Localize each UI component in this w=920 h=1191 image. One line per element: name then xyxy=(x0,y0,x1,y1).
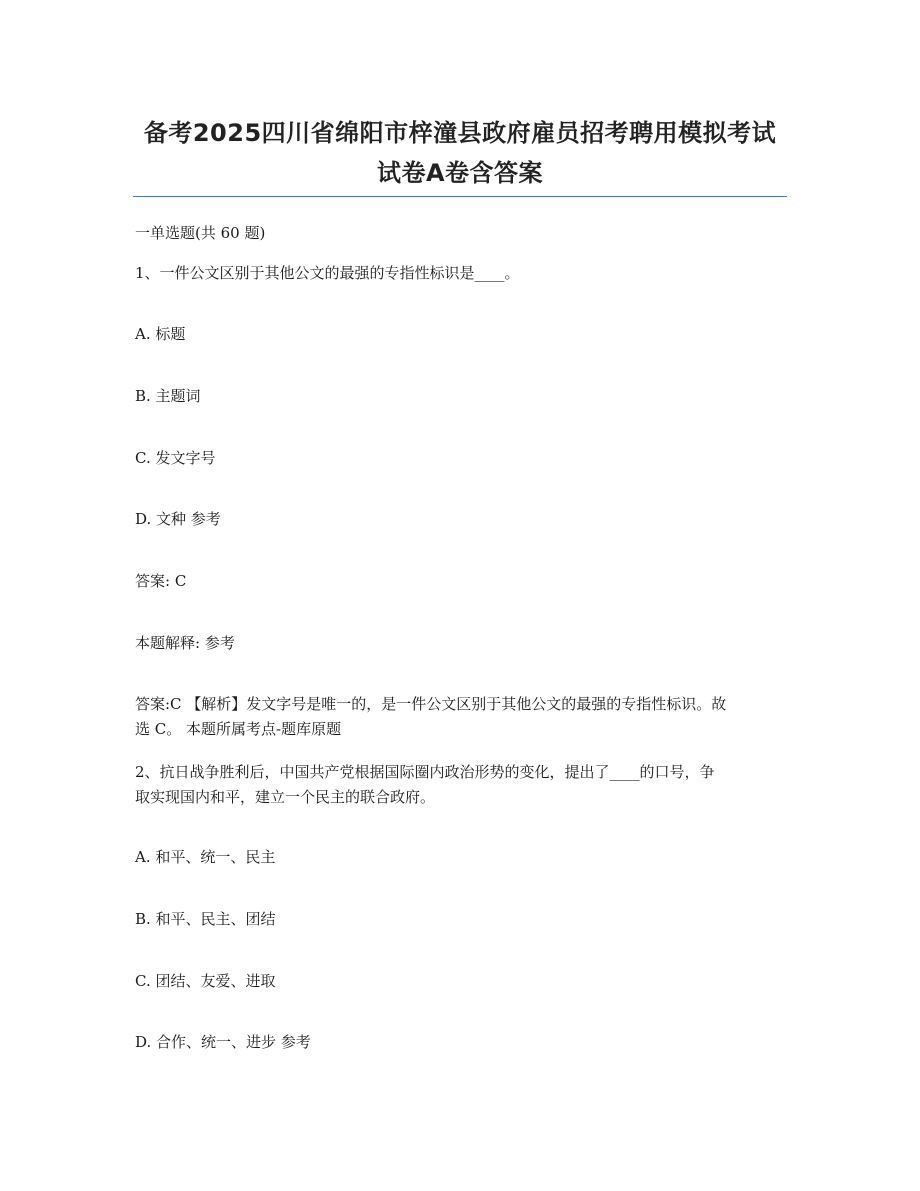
stem-line-2: 取实现国内和平，建立一个民主的联合政府。 xyxy=(135,788,436,806)
question-2-stem xyxy=(135,760,787,810)
question-2-option-a: A. 和平、统一、民主 xyxy=(135,848,276,866)
question-1-option-b: B. 主题词 xyxy=(135,387,201,405)
question-1-answer: 答案: C xyxy=(135,572,187,590)
question-1-option-d: D. 文种 参考 xyxy=(135,510,221,528)
question-1-option-a: A. 标题 xyxy=(135,325,186,343)
question-2-option-c: C. 团结、友爱、进取 xyxy=(135,972,276,990)
question-1-option-c: C. 发文字号 xyxy=(135,449,216,467)
question-1-stem: 1、一件公文区别于其他公文的最强的专指性标识是____。 xyxy=(135,264,520,282)
question-2-option-d: D. 合作、统一、进步 参考 xyxy=(135,1033,311,1051)
question-1-explanation xyxy=(135,692,787,742)
title-divider xyxy=(133,196,787,197)
explanation-line-2: 选 C。 本题所属考点-题库原题 xyxy=(135,720,342,738)
question-2-option-b: B. 和平、民主、团结 xyxy=(135,910,276,928)
title-line-2: 试卷A卷含答案 xyxy=(376,159,544,187)
stem-line-1: 2、抗日战争胜利后，中国共产党根据国际圈内政治形势的变化，提出了____的口号，争 xyxy=(135,763,715,781)
title-line-1: 备考2025四川省绵阳市梓潼县政府雇员招考聘用模拟考试 xyxy=(143,119,777,147)
explanation-line-1: 答案:C 【解析】发文字号是唯一的，是一件公文区别于其他公文的最强的专指性标识。故 xyxy=(135,695,727,713)
document-title xyxy=(130,113,790,193)
question-1-explanation-label: 本题解释: 参考 xyxy=(135,634,235,652)
section-heading: 一单选题(共 60 题) xyxy=(135,224,266,242)
